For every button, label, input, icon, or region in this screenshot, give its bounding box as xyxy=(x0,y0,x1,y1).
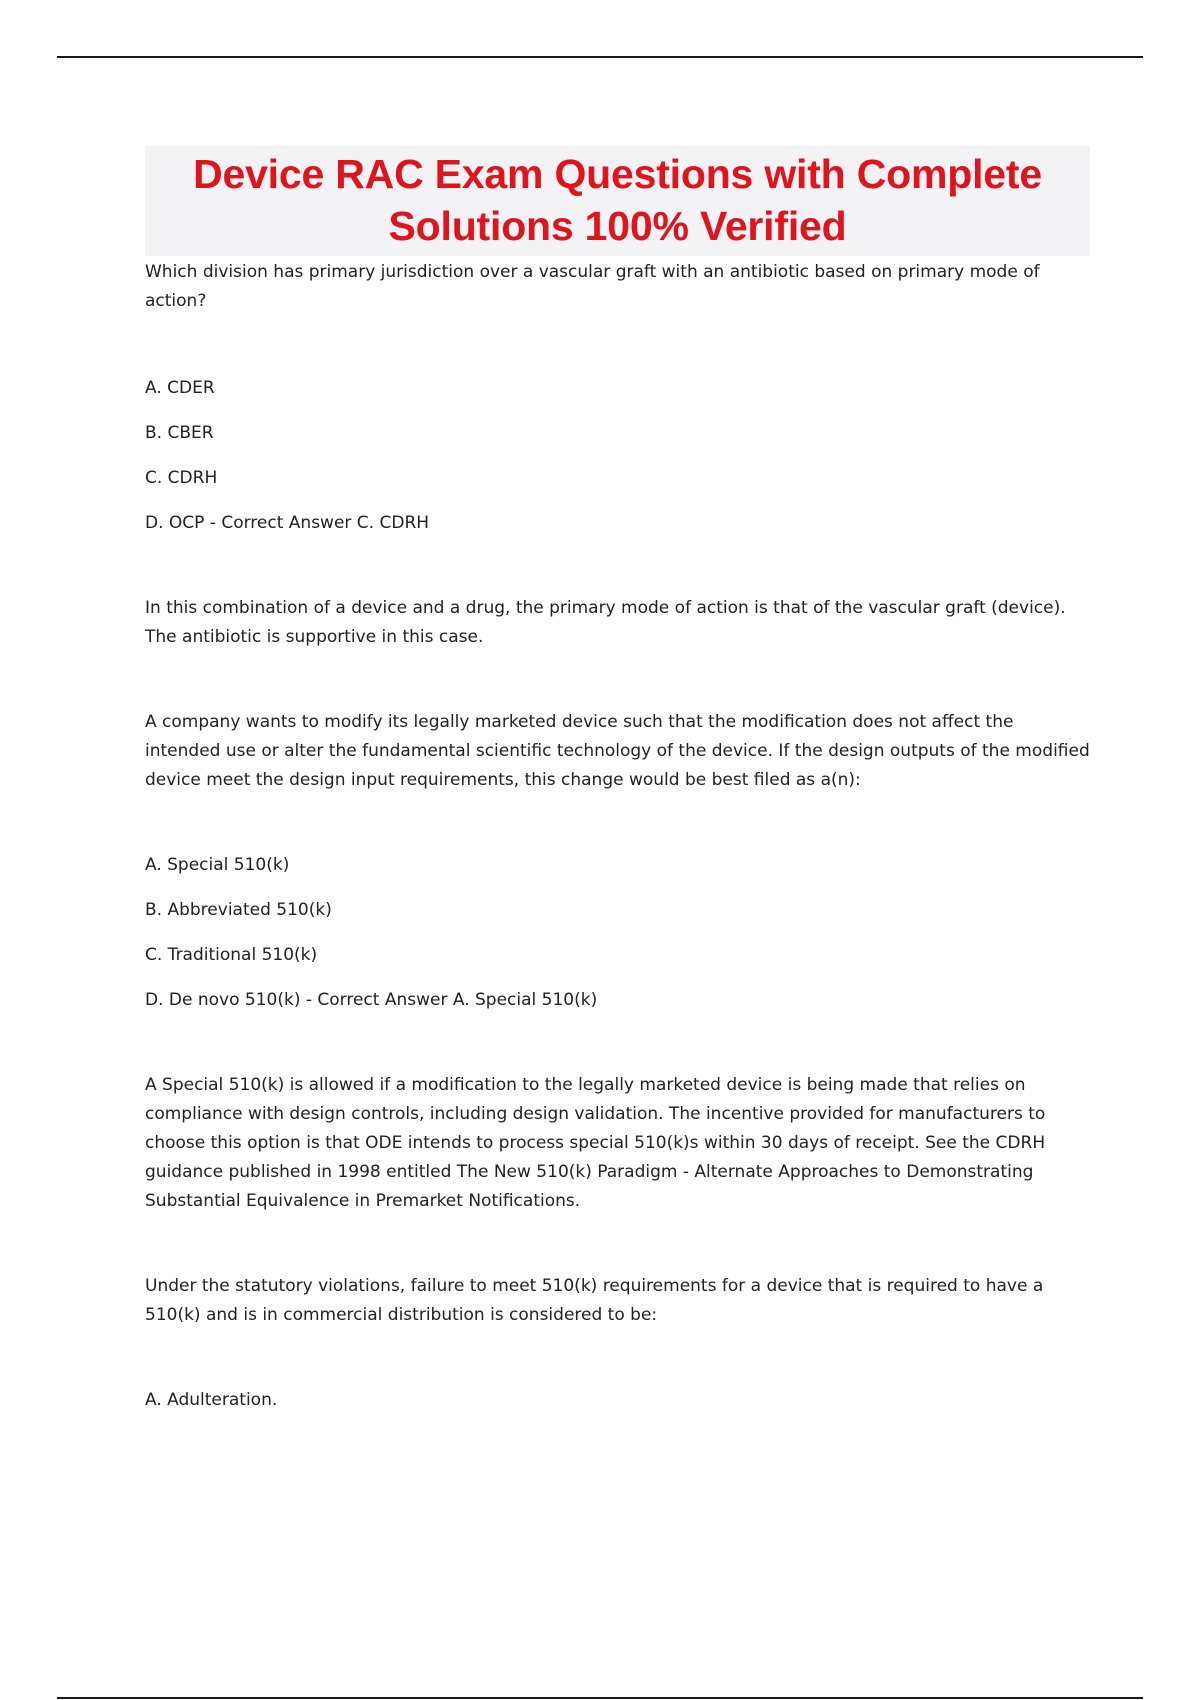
bottom-rule xyxy=(57,1697,1143,1699)
option-item: A. Adulteration. xyxy=(145,1390,278,1410)
question-2-explanation: A Special 510(k) is allowed if a modification to the legally marketed device is being made that relies on compliance with design controls, including design validation. The incentive provided for manufacturers to choose this option is that ODE intends to process special 510(k)s within 30 days of receipt. See the CDRH guidance published in 1998 entitled The New 510(k) Paradigm - Alternate Approaches to Demonstrating Substantial Equivalence in Premarket Notifications. xyxy=(145,1075,1046,1211)
question-2-text: A company wants to modify its legally marketed device such that the modification does not affect the intended use or alter the fundamental scientific technology of the device. If the design outputs of the modified device meet the design input requirements, this change would be best filed as a(n): xyxy=(145,712,1090,790)
option-item-with-answer: D. OCP - Correct Answer C. CDRH xyxy=(145,513,430,533)
question-3-text: Under the statutory violations, failure to meet 510(k) requirements for a device that is required to have a 510(k) and is in commercial distribution is considered to be: xyxy=(145,1276,1044,1325)
question-1-options xyxy=(145,374,1090,538)
title-banner xyxy=(145,146,1090,256)
option-item: B. Abbreviated 510(k) xyxy=(145,900,332,920)
option-item: A. Special 510(k) xyxy=(145,855,290,875)
option-item: A. CDER xyxy=(145,378,215,398)
option-item: C. Traditional 510(k) xyxy=(145,945,318,965)
question-1-explanation: In this combination of a device and a drug, the primary mode of action is that of the vascular graft (device). The antibiotic is supportive in this case. xyxy=(145,598,1066,647)
question-3-options xyxy=(145,1386,1090,1415)
document-title: Device RAC Exam Questions with Complete Solutions 100% Verified xyxy=(193,151,1042,249)
top-rule xyxy=(57,56,1143,58)
page-content xyxy=(145,146,1090,1431)
question-2-options xyxy=(145,851,1090,1015)
question-1-text: Which division has primary jurisdiction over a vascular graft with an antibiotic based on primary mode of action? xyxy=(145,262,1040,311)
option-item-with-answer: D. De novo 510(k) - Correct Answer A. Special 510(k) xyxy=(145,990,598,1010)
option-item: C. CDRH xyxy=(145,468,218,488)
option-item: B. CBER xyxy=(145,423,214,443)
